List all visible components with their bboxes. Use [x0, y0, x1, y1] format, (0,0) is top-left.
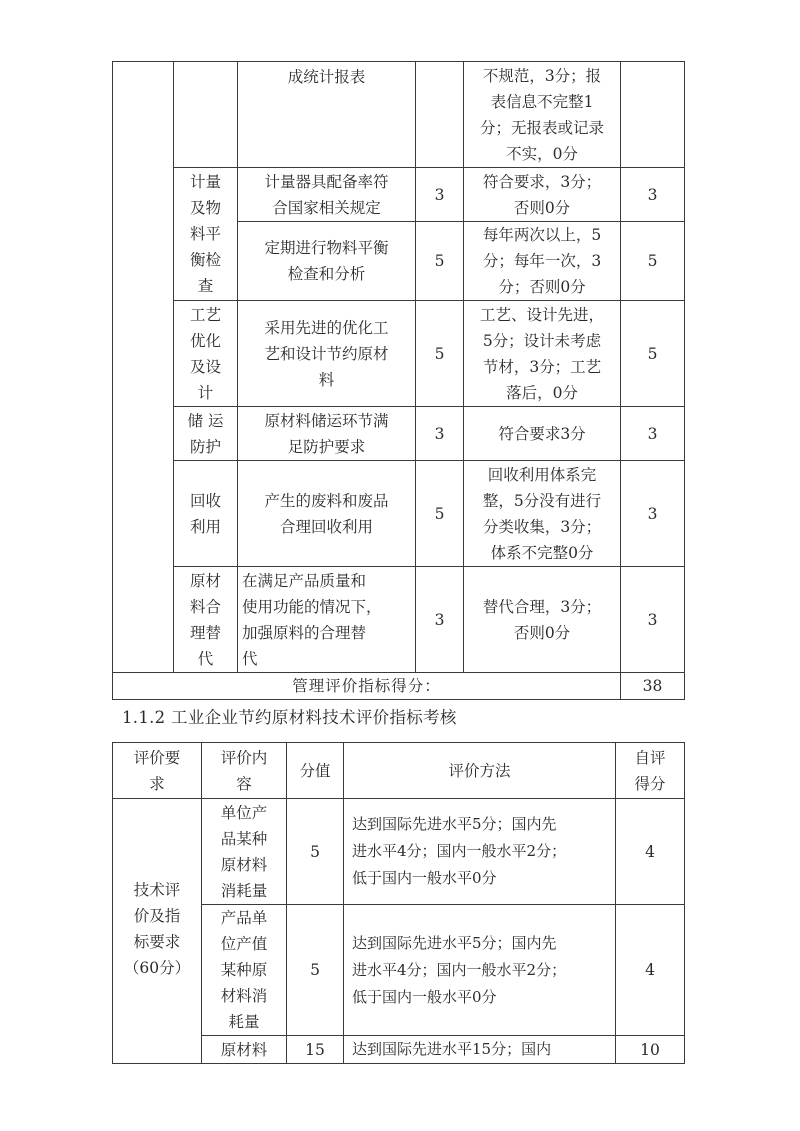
content-cell: 单位产 品某种 原材料 消耗量	[202, 799, 287, 905]
header-score: 分值	[287, 743, 344, 799]
item-cell: 计量 及物 料平 衡检 查	[174, 168, 238, 301]
total-value: 38	[621, 673, 685, 700]
method-cell: 符合要求，3分； 否则0分	[464, 168, 621, 222]
method-cell: 工艺、设计先进， 5分；设计未考虑 节材，3分；工艺 落后，0分	[464, 301, 621, 407]
self-score-cell: 4	[616, 799, 685, 905]
table-row	[113, 461, 685, 567]
header-content: 评价内 容	[202, 743, 287, 799]
content-cell: 采用先进的优化工 艺和设计节约原材 料	[238, 301, 416, 407]
self-score-cell: 5	[621, 301, 685, 407]
method-cell: 回收利用体系完 整，5分没有进行 分类收集，3分； 体系不完整0分	[464, 461, 621, 567]
score-cell: 3	[416, 407, 464, 461]
category-cell-continued	[113, 62, 174, 673]
self-score-cell: 4	[616, 905, 685, 1036]
score-cell: 5	[416, 301, 464, 407]
item-cell: 回收 利用	[174, 461, 238, 567]
header-requirement: 评价要 求	[113, 743, 202, 799]
table-row	[113, 567, 685, 673]
content-cell: 原材料储运环节满 足防护要求	[238, 407, 416, 461]
table-row	[113, 62, 685, 168]
score-cell: 3	[416, 168, 464, 222]
content-cell: 产品单 位产值 某种原 材料消 耗量	[202, 905, 287, 1036]
method-cell: 达到国际先进水平5分；国内先 进水平4分；国内一般水平2分； 低于国内一般水平0分	[344, 799, 616, 905]
self-score-cell: 3	[621, 461, 685, 567]
method-cell: 每年两次以上，5 分；每年一次，3 分；否则0分	[464, 222, 621, 301]
score-cell: 15	[287, 1036, 344, 1064]
item-cell: 储 运 防护	[174, 407, 238, 461]
header-method: 评价方法	[344, 743, 616, 799]
content-cell: 原材料	[202, 1036, 287, 1064]
score-cell: 3	[416, 567, 464, 673]
method-cell: 达到国际先进水平15分；国内	[344, 1036, 616, 1064]
table-row	[113, 799, 685, 905]
self-score-cell-empty	[621, 62, 685, 168]
method-cell: 符合要求3分	[464, 407, 621, 461]
header-self-score: 自评 得分	[616, 743, 685, 799]
total-row	[113, 673, 685, 700]
table-row	[113, 407, 685, 461]
method-cell: 替代合理，3分； 否则0分	[464, 567, 621, 673]
self-score-cell: 3	[621, 168, 685, 222]
self-score-cell: 3	[621, 567, 685, 673]
score-cell: 5	[416, 222, 464, 301]
table-row	[113, 301, 685, 407]
self-score-cell: 3	[621, 407, 685, 461]
item-cell: 原材 料合 理替 代	[174, 567, 238, 673]
content-cell: 产生的废料和废品 合理回收利用	[238, 461, 416, 567]
header-row	[113, 743, 685, 799]
technical-evaluation-table	[112, 742, 685, 1064]
total-label: 管理评价指标得分：	[113, 673, 621, 700]
score-cell: 5	[287, 905, 344, 1036]
content-cell: 定期进行物料平衡 检查和分析	[238, 222, 416, 301]
content-cell: 计量器具配备率符 合国家相关规定	[238, 168, 416, 222]
self-score-cell: 10	[616, 1036, 685, 1064]
content-cell: 在满足产品质量和 使用功能的情况下， 加强原料的合理替 代	[238, 567, 416, 673]
management-evaluation-table	[112, 61, 685, 700]
score-cell-empty	[416, 62, 464, 168]
score-cell: 5	[287, 799, 344, 905]
table-row	[113, 168, 685, 222]
item-cell-empty	[174, 62, 238, 168]
section-title: 1.1.2 工业企业节约原材料技术评价指标考核	[122, 708, 457, 727]
self-score-cell: 5	[621, 222, 685, 301]
method-cell: 不规范，3分；报 表信息不完整1 分；无报表或记录 不实，0分	[464, 62, 621, 168]
item-cell: 工艺 优化 及设 计	[174, 301, 238, 407]
group-label: 技术评 价及指 标要求 （60分）	[113, 799, 202, 1064]
score-cell: 5	[416, 461, 464, 567]
content-cell: 成统计报表	[238, 62, 416, 168]
method-cell: 达到国际先进水平5分；国内先 进水平4分；国内一般水平2分； 低于国内一般水平0分	[344, 905, 616, 1036]
